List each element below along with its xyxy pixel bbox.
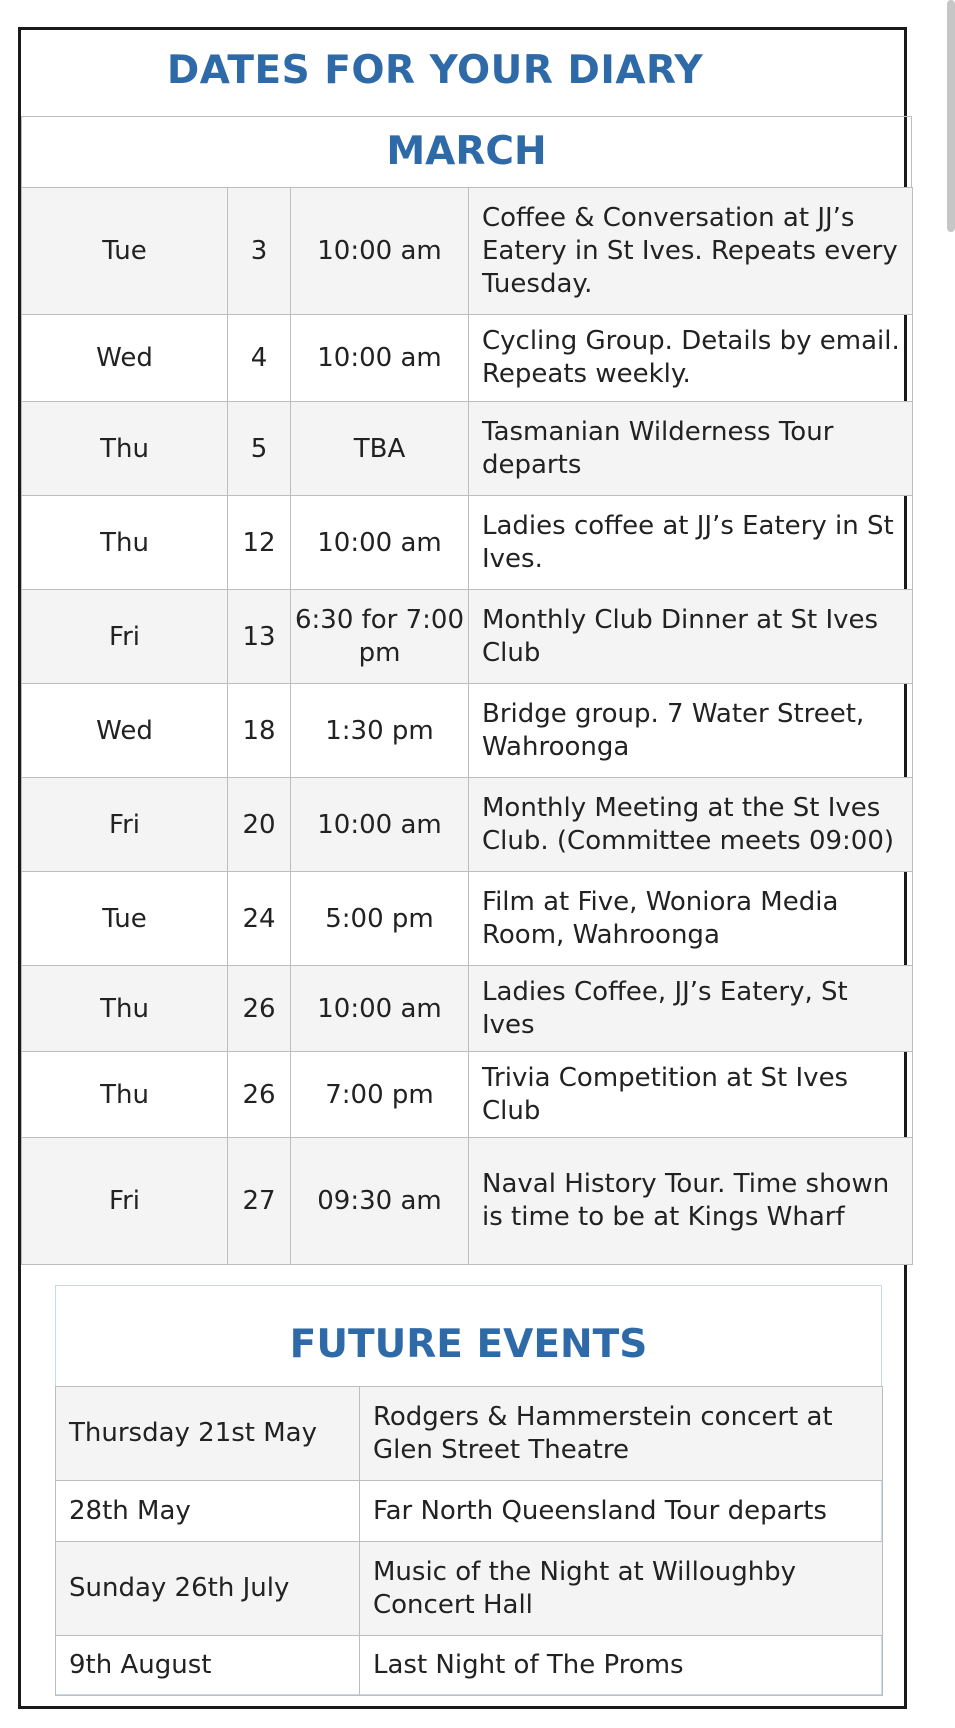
- event-day: Thu: [22, 402, 228, 496]
- event-day: Thu: [22, 1052, 228, 1138]
- table-row: [22, 872, 913, 966]
- event-time: 10:00 am: [291, 496, 469, 590]
- event-description: Cycling Group. Details by email. Repeats weekly.: [469, 315, 913, 402]
- future-event-date: Sunday 26th July: [56, 1542, 360, 1636]
- future-event-description: Far North Queensland Tour departs: [360, 1481, 883, 1542]
- scrollbar-thumb[interactable]: [947, 0, 955, 232]
- event-time: 10:00 am: [291, 188, 469, 315]
- future-event-date: 28th May: [56, 1481, 360, 1542]
- event-day: Tue: [22, 188, 228, 315]
- event-time: 10:00 am: [291, 966, 469, 1052]
- future-events-title: FUTURE EVENTS: [289, 1322, 648, 1367]
- future-event-description: Rodgers & Hammerstein concert at Glen Street Theatre: [360, 1387, 883, 1481]
- event-date: 24: [228, 872, 291, 966]
- event-day: Thu: [22, 966, 228, 1052]
- event-day: Wed: [22, 315, 228, 402]
- event-time: 7:00 pm: [291, 1052, 469, 1138]
- future-event-date: 9th August: [56, 1636, 360, 1696]
- event-day: Thu: [22, 496, 228, 590]
- event-time: 10:00 am: [291, 315, 469, 402]
- table-row: [22, 684, 913, 778]
- event-date: 20: [228, 778, 291, 872]
- event-time: 6:30 for 7:00 pm: [291, 590, 469, 684]
- event-date: 4: [228, 315, 291, 402]
- table-row: [22, 315, 913, 402]
- event-date: 13: [228, 590, 291, 684]
- event-day: Tue: [22, 872, 228, 966]
- event-description: Monthly Meeting at the St Ives Club. (Committee meets 09:00): [469, 778, 913, 872]
- event-description: Film at Five, Woniora Media Room, Wahroonga: [469, 872, 913, 966]
- event-time: 1:30 pm: [291, 684, 469, 778]
- table-row: [22, 966, 913, 1052]
- event-description: Ladies coffee at JJ’s Eatery in St Ives.: [469, 496, 913, 590]
- event-day: Fri: [22, 1138, 228, 1265]
- event-description: Ladies Coffee, JJ’s Eatery, St Ives: [469, 966, 913, 1052]
- table-row: [56, 1387, 883, 1481]
- event-date: 3: [228, 188, 291, 315]
- event-date: 12: [228, 496, 291, 590]
- table-row: [56, 1542, 883, 1636]
- table-row: [56, 1481, 883, 1542]
- event-date: 5: [228, 402, 291, 496]
- event-date: 26: [228, 966, 291, 1052]
- table-row: [22, 188, 913, 315]
- table-row: [22, 402, 913, 496]
- event-time: 09:30 am: [291, 1138, 469, 1265]
- event-time: 5:00 pm: [291, 872, 469, 966]
- event-description: Tasmanian Wilderness Tour departs: [469, 402, 913, 496]
- event-day: Fri: [22, 590, 228, 684]
- event-date: 27: [228, 1138, 291, 1265]
- future-event-description: Music of the Night at Willoughby Concert Hall: [360, 1542, 883, 1636]
- event-description: Trivia Competition at St Ives Club: [469, 1052, 913, 1138]
- event-description: Bridge group. 7 Water Street, Wahroonga: [469, 684, 913, 778]
- future-event-date: Thursday 21st May: [56, 1387, 360, 1481]
- event-description: Coffee & Conversation at JJ’s Eatery in St Ives. Repeats every Tuesday.: [469, 188, 913, 315]
- table-row: [22, 1138, 913, 1265]
- event-description: Monthly Club Dinner at St Ives Club: [469, 590, 913, 684]
- month-heading: MARCH: [21, 117, 912, 187]
- event-day: Fri: [22, 778, 228, 872]
- future-events-table: [55, 1386, 883, 1696]
- table-row: [22, 778, 913, 872]
- table-row: [56, 1636, 883, 1696]
- event-day: Wed: [22, 684, 228, 778]
- event-time: 10:00 am: [291, 778, 469, 872]
- event-description: Naval History Tour. Time shown is time to be at Kings Wharf: [469, 1138, 913, 1265]
- table-row: [22, 590, 913, 684]
- table-row: [22, 1052, 913, 1138]
- event-date: 18: [228, 684, 291, 778]
- event-time: TBA: [291, 402, 469, 496]
- diary-title: DATES FOR YOUR DIARY: [166, 48, 704, 93]
- future-event-description: Last Night of The Proms: [360, 1636, 883, 1696]
- march-events-table: [21, 187, 913, 1265]
- event-date: 26: [228, 1052, 291, 1138]
- table-row: [22, 496, 913, 590]
